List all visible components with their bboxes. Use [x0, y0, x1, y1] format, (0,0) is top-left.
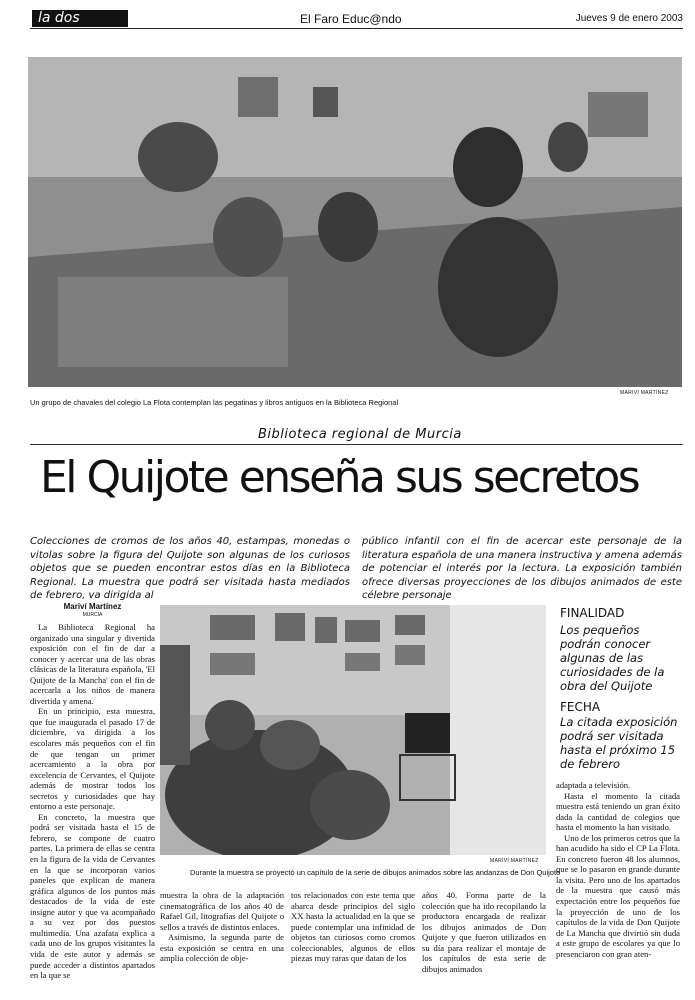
body-column-5 — [556, 780, 680, 992]
page-header — [0, 0, 695, 30]
middle-photo — [160, 605, 546, 855]
top-photo — [28, 57, 682, 387]
body-paragraph: Hasta el momento la citada muestra está teniendo un gran éxito dada la cantidad de colegios que hasta el momento la han visitado. — [556, 790, 680, 833]
section-tag: la dos — [32, 10, 128, 27]
sidebar-finalidad-text: Los pequeños podrán conocer algunas de las curiosidades de la obra del Quijote — [560, 623, 665, 693]
middle-photo-image — [160, 605, 546, 855]
body-paragraph: Asimismo, la segunda parte de esta exposición se centra en una amplia colección de obje- — [160, 932, 284, 964]
top-photo-credit: MARIVÍ MARTÍNEZ — [620, 390, 669, 396]
body-paragraph: Uno de los primeros cetros que la han acudido ha sido el CP La Flota. En concreto fueron 48 los alumnos, que se lo pasaron en grande durante la visita. Pero uno de los apartados de la muestra que causó más expectación entre los pequeños fue la proyección de uno de los capítulos de la vida de Don Quijote de La Mancha que divirtió sin duda a este grupo de escolares ya que lo presenciaron con gran aten- — [556, 832, 680, 959]
kicker-rule — [30, 444, 683, 445]
issue-date: Jueves 9 de enero 2003 — [575, 13, 683, 24]
middle-photo-caption: Durante la muestra se proyectó un capítulo de la serie de dibujos animados sobre las andanzas de Don Quijote — [190, 868, 561, 877]
top-photo-caption: Un grupo de chavales del colegio La Flota contemplan las pegatinas y libros antiguos en la Biblioteca Regional — [30, 398, 399, 407]
article-headline: El Quijote enseña sus secretos — [40, 452, 639, 503]
middle-photo-credit: MARIVÍ MARTÍNEZ — [490, 858, 539, 864]
sidebar-finalidad-title: FINALIDAD — [560, 606, 625, 620]
body-paragraph: La Biblioteca Regional ha organizado una singular y divertida exposición con el fin de dar a conocer y acercar una de las obras clásicas de la literatura española, 'El Quijote de la Mancha' con el fin de acercarla a los niños de manera divertida y amena. — [30, 622, 155, 706]
publication-name: El Faro Educ@ndo — [300, 12, 402, 26]
author-name: Mariví Martínez — [63, 602, 122, 611]
top-photo-image — [28, 57, 682, 387]
body-paragraph: adaptada a televisión. — [556, 780, 631, 790]
body-paragraph: En un principio, esta muestra, que fue inaugurada el pasado 17 de diciembre, va dirigida a los escolares más pequeños con el fin de que tengan un primer acercamiento a la obra por excelencia de Cervantes, el Quijote además de mostrar todos los secretos y curiosidades que hay entorno a este personaje. — [30, 706, 155, 812]
body-column-3 — [291, 890, 415, 992]
body-column-1 — [30, 622, 155, 992]
article-kicker: Biblioteca regional de Murcia — [258, 427, 462, 442]
body-column-4 — [422, 890, 546, 992]
body-paragraph: muestra la obra de la adaptación cinematográfica de los años 40 de Rafael Gil, litografías del Quijote o sellos a través de distintos enlaces. — [160, 890, 284, 932]
sidebar-fecha-title: FECHA — [560, 700, 601, 714]
lead-paragraph-left: Colecciones de cromos de los años 40, estampas, monedas o vitolas sobre la figura del Quijote son algunas de los curiosos objetos que se pueden encontrar estos días en la Biblioteca Regional. La muestra que podrá ser visitada hasta mediados de febrero, va dirigida al — [30, 536, 350, 601]
body-paragraph: tos relacionados con este tema que abarca desde principios del siglo XX hasta la actualidad en la que se puede contemplar una infinidad de objetos tan curiosos como cromos coleccionables, algunos de ellos piezas muy raras que datan de los — [291, 890, 415, 964]
sidebar-fecha-text: La citada exposición podrá ser visitada hasta el próximo 15 de febrero — [560, 715, 678, 771]
body-column-2 — [160, 890, 284, 992]
body-paragraph: En concreto, la muestra que podrá ser visitada hasta el 15 de febrero, se compone de cuatro partes. La primera de ellas se centra en la figura de la vida de Cervantes en la que se incorporan varios paneles que explican de manera gráfica algunos de los puntos más destacados de la vida de este insigne autor y que va acompañado a su vez por dos puestos multimedia. Una azafata explica a cada uno de los grupos visitantes la vida de este autor y además se puede acceder a distintos apartados en la que se — [30, 811, 155, 981]
byline — [30, 602, 155, 618]
body-paragraph: años 40. Forma parte de la colección que ha ido recopilando la productora encargada de realizar los dibujos animados de Don Quijote y que fueron utilizados en su día para realizar el montaje de los capítulos de esta serie de dibujos animados — [422, 890, 546, 974]
lead-paragraph-right: público infantil con el fin de acercar este personaje de la literatura española de una manera instructiva y amena además de potenciar el interés por la lectura. La exposición también ofrece diversas proyecciones de los dibujos animados de este célebre personaje — [362, 536, 682, 601]
header-rule — [30, 28, 683, 29]
author-location: MURCIA — [82, 612, 103, 618]
